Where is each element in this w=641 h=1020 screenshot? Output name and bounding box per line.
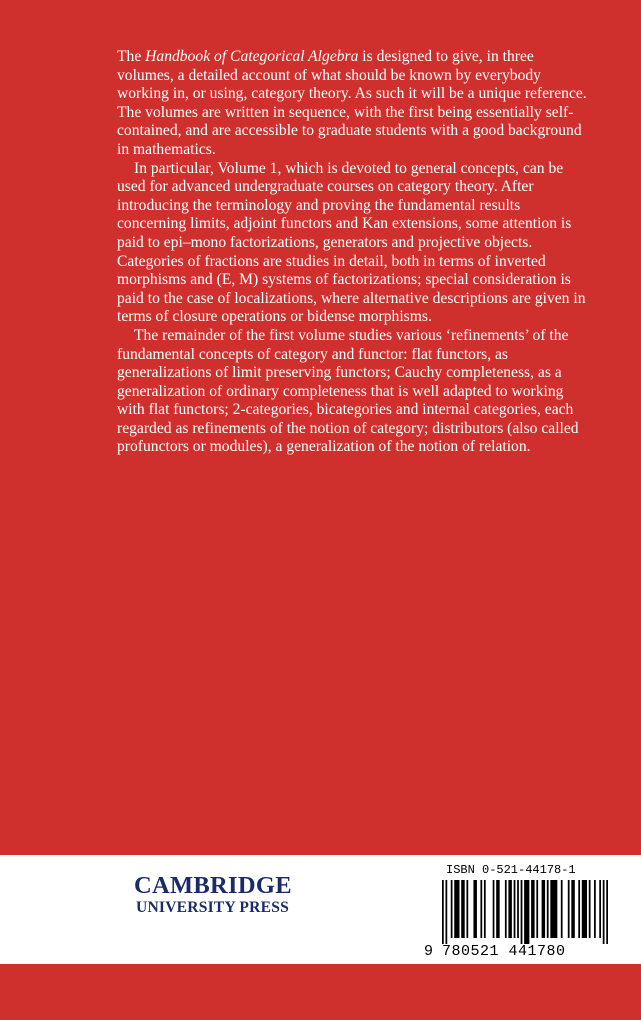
- barcode-bar: [514, 880, 516, 938]
- barcode-bar: [442, 880, 444, 944]
- barcode-bar: [531, 880, 534, 938]
- barcode-bar: [603, 880, 605, 944]
- publisher-name: CAMBRIDGE: [134, 872, 292, 899]
- barcode-bar: [547, 880, 549, 938]
- barcode-bar: [536, 880, 538, 938]
- ean-number: [424, 943, 612, 960]
- barcode-bar: [505, 880, 507, 938]
- barcode-bar: [594, 880, 596, 938]
- blurb-paragraph-2: In particular, Volume 1, which is devoted to general concepts, can be used for advanced undergraduate courses on category theory. After introducing the terminology and proving the fundamental results concerning limits, adjoint functors and Kan extensions, some attention is paid to epi–mono factorizations, generators and projective objects. Categories of fractions are studies in detail, both in terms of inverted morphisms and (E, M) systems of factorizations; special consideration is paid to the case of localizations, where alternative descriptions are given in terms of closure operations or bidense morphisms.: [117, 159, 586, 326]
- ean-digits: 780521 441780: [442, 943, 566, 960]
- blurb-p1-rest: is designed to give, in three volumes, a detailed account of what should be known by everybody working in, or using, category theory. As such it will be a unique reference. The volumes are written in sequence, with the first being essentially self-contained, and are accessible to graduate students with a good background in mathematics.: [117, 48, 587, 158]
- barcode-bar: [589, 880, 591, 938]
- publisher-logo: [134, 873, 292, 917]
- barcode-bar: [521, 880, 523, 944]
- barcode-bar: [473, 880, 476, 938]
- barcode-bar: [571, 880, 574, 938]
- barcode-bar: [493, 880, 495, 938]
- isbn-barcode-block: [424, 863, 612, 959]
- barcode-bar: [451, 880, 453, 938]
- barcode-bar: [508, 880, 511, 938]
- barcode-bar: [445, 880, 447, 944]
- publisher-subname: UNIVERSITY PRESS: [136, 899, 289, 916]
- blurb-paragraph-1: [117, 48, 592, 160]
- book-title-italic: Handbook of Categorical Algebra: [145, 48, 359, 65]
- barcode-bar: [517, 880, 519, 938]
- barcode-bar: [599, 880, 601, 938]
- barcode-bar: [550, 880, 557, 938]
- blurb-paragraph-3: The remainder of the first volume studies various ‘refinements’ of the fundamental concepts of category and functor: flat functors, as generalizations of limit preserving functors; Cauchy completeness, as a generalization of ordinary completeness that is well adapted to working with flat functors; 2-categories, bicategories and internal categories, each regarded as refinements of the notion of category; distributors (also called profunctors or modules), a generalization of the notion of relation.: [117, 326, 579, 456]
- blurb-p1-lead: The: [117, 48, 146, 65]
- barcode-bar: [466, 880, 468, 938]
- barcode-bar: [568, 880, 570, 938]
- barcode-bar: [454, 880, 459, 938]
- barcode-bar: [524, 880, 529, 944]
- publisher-band: [0, 855, 641, 964]
- barcode-bar: [461, 880, 464, 938]
- barcode-bar: [484, 880, 486, 938]
- barcode-icon: [442, 880, 608, 944]
- blurb-text: [117, 48, 592, 457]
- barcode-bar: [480, 880, 482, 938]
- ean-lead-digit: 9: [424, 943, 434, 960]
- barcode-bar: [496, 880, 499, 938]
- barcode-bar: [561, 880, 563, 938]
- barcode-bar: [582, 880, 587, 938]
- isbn-label: ISBN 0-521-44178-1: [446, 863, 576, 877]
- barcode-bar: [542, 880, 545, 938]
- barcode-bar: [606, 880, 608, 944]
- barcode-bar: [578, 880, 580, 938]
